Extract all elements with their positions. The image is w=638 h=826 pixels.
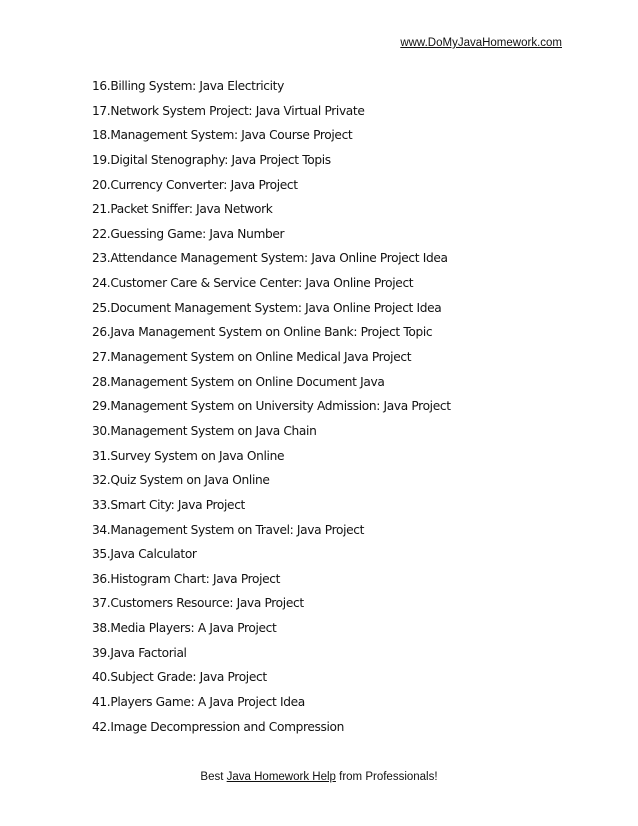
list-item: 25.Document Management System: Java Online Project Idea — [92, 300, 442, 315]
list-item: 37.Customers Resource: Java Project — [92, 596, 304, 611]
list-item: 31.Survey System on Java Online — [92, 448, 285, 463]
list-item: 17.Network System Project: Java Virtual Private — [92, 103, 365, 118]
list-item: 40.Subject Grade: Java Project — [92, 670, 267, 685]
list-item: 42.Image Decompression and Compression — [92, 719, 345, 734]
list-item: 28.Management System on Online Document Java — [92, 374, 385, 389]
list-item: 34.Management System on Travel: Java Project — [92, 522, 365, 537]
project-list — [92, 74, 451, 739]
list-item: 16.Billing System: Java Electricity — [92, 79, 284, 93]
java-homework-help-link[interactable]: Java Homework Help — [226, 771, 336, 783]
list-item: 33.Smart City: Java Project — [92, 497, 245, 512]
list-item: 21.Packet Sniffer: Java Network — [92, 202, 273, 217]
list-item: 29.Management System on University Admission: Java Project — [92, 399, 451, 414]
footer-prefix: Best — [200, 771, 227, 783]
footer-suffix: from Professionals! — [335, 771, 438, 783]
list-item: 38.Media Players: A Java Project — [92, 621, 277, 636]
footer — [0, 771, 638, 783]
list-item: 30.Management System on Java Chain — [92, 423, 317, 438]
list-item: 20.Currency Converter: Java Project — [92, 177, 298, 192]
list-item: 35.Java Calculator — [92, 547, 197, 562]
list-item: 26.Java Management System on Online Bank: Project Topic — [92, 325, 433, 340]
list-item: 39.Java Factorial — [92, 645, 187, 660]
list-item: 19.Digital Stenography: Java Project Topis — [92, 152, 331, 167]
list-item: 18.Management System: Java Course Project — [92, 128, 353, 143]
list-item: 41.Players Game: A Java Project Idea — [92, 695, 305, 710]
list-item: 22.Guessing Game: Java Number — [92, 226, 285, 241]
header-url-link[interactable]: www.DoMyJavaHomework.com — [400, 37, 562, 49]
list-item: 24.Customer Care & Service Center: Java Online Project — [92, 276, 414, 291]
list-item: 32.Quiz System on Java Online — [92, 473, 270, 488]
list-item: 36.Histogram Chart: Java Project — [92, 571, 281, 586]
list-item: 27.Management System on Online Medical Java Project — [92, 350, 412, 365]
list-item: 23.Attendance Management System: Java Online Project Idea — [92, 251, 448, 266]
